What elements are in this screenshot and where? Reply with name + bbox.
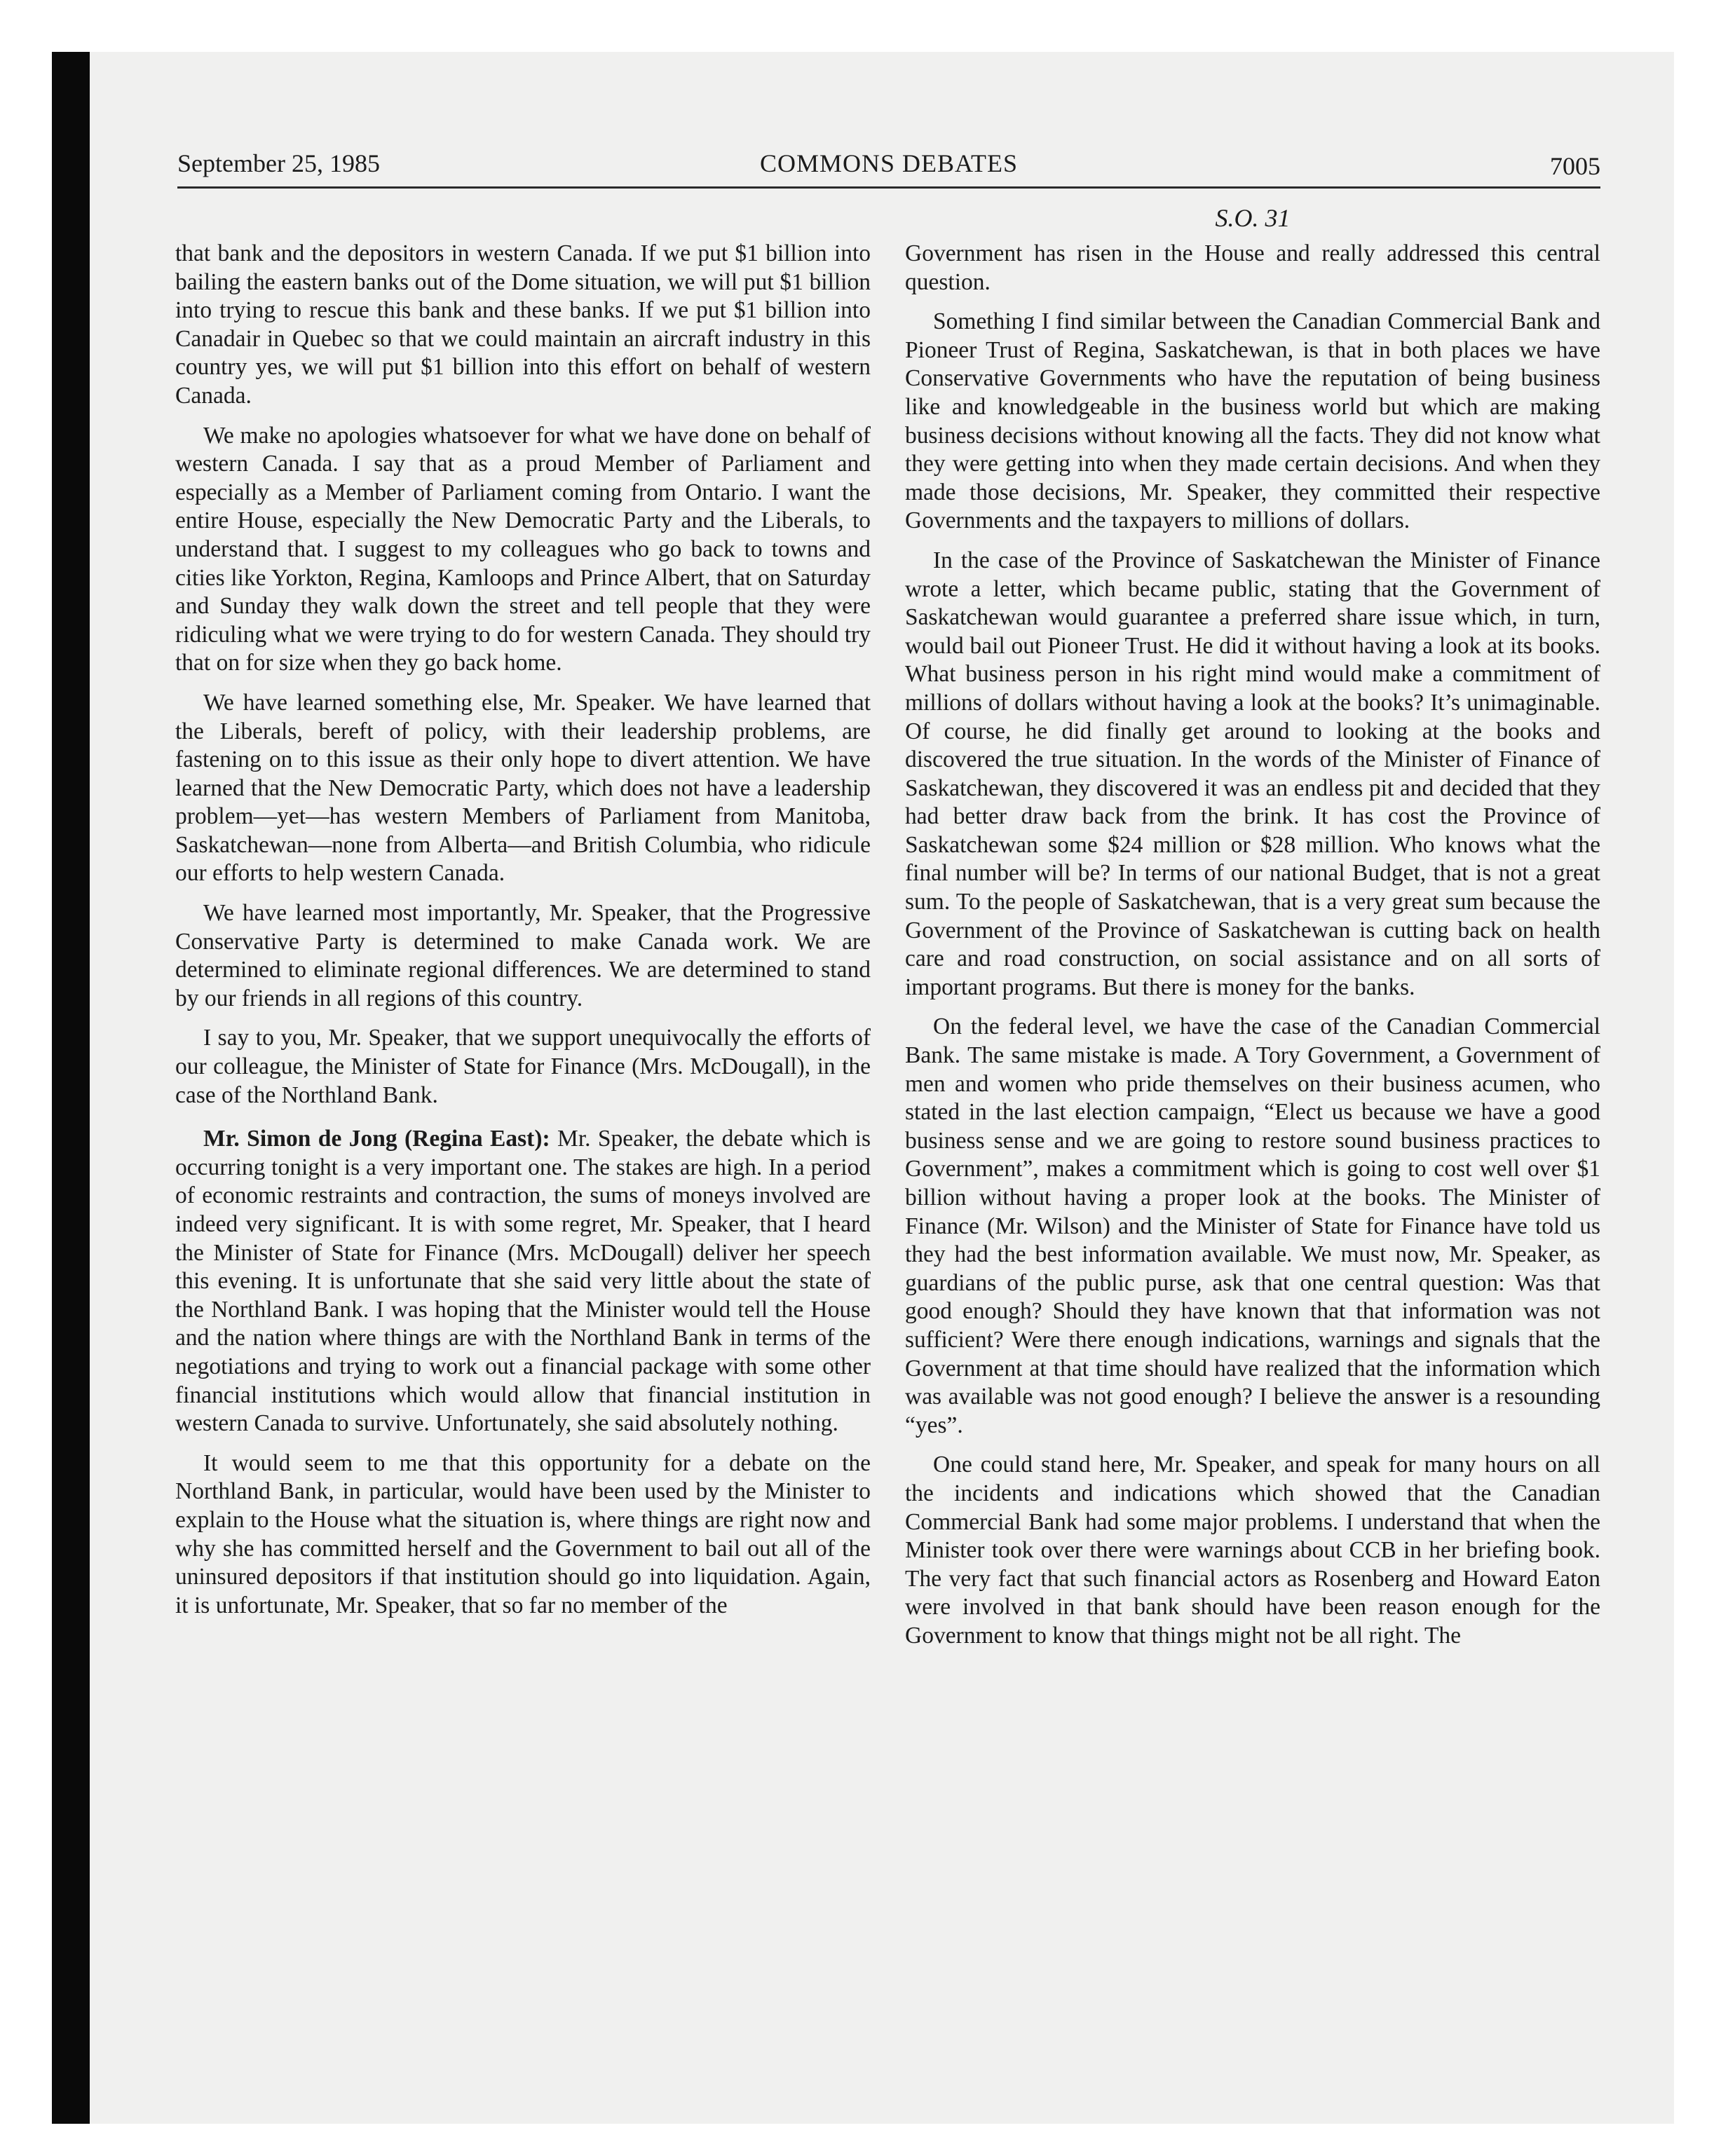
paragraph [905,1451,1600,1650]
right-column [905,240,1600,1908]
paragraph-text: We have learned something else, Mr. Speaker. We have learned that the Liberals, bereft of policy, with their leadership problems, are fastening on to this issue as their only hope to divert attention. We have learned that the New Democratic Party, which does not have a leadership problem—yet—has western Members of Parliament from Manitoba, Saskatchewan—none from Alberta—and British Columbia, who ridicule our efforts to help western Canada. [175,689,871,887]
paragraph [175,1024,871,1110]
header-title: COMMONS DEBATES [759,149,1019,177]
page-header [177,146,1600,189]
paragraph [175,1449,871,1621]
speaker-name: Mr. Simon de Jong (Regina East): [203,1126,550,1152]
paragraph-text: that bank and the depositors in western Canada. If we put $1 billion into bailing the eastern banks out of the Dome situation, we will put $1 billion into trying to rescue this bank and these banks. If we put $1 billion into Canadair in Quebec so that we could maintain an aircraft industry in this country yes, we will put $1 billion into this effort on behalf of western Canada. [175,240,871,409]
paragraph-text: On the federal level, we have the case of the Canadian Commercial Bank. The same mistake is made. A Tory Government, a Government of men and women who pride themselves on their business acumen, who stated in the last election campaign, “Elect us because we have a good business sense and we are going to restore sound business practices to Government”, makes a commitment which is going to cost well over $1 billion without having a proper look at the books. The Minister of Finance (Mr. Wilson) and the Minister of State for Finance have told us they had the best information available. We must now, Mr. Speaker, as guardians of the public purse, ask that one central question: Was that good enough? Should they have known that that information was not sufficient? Were there enough indications, warnings and signals that the Government at that time should have realized that the information which was available was not good enough? I believe the answer is a resounding “yes”. [905,1014,1600,1438]
header-date: September 25, 1985 [177,149,380,177]
page-number: 7005 [1550,152,1600,180]
paragraph-text: One could stand here, Mr. Speaker, and speak for many hours on all the incidents and indications which showed that the Canadian Commercial Bank had some major problems. I understand that when the Minister took over there were warnings about CCB in her briefing book. The very fact that such financial actors as Rosenberg and Howard Eaton were involved in that bank should have been reason enough for the Government to know that things might not be all right. The [905,1452,1600,1649]
paragraph-text: We have learned most importantly, Mr. Speaker, that the Progressive Conservative Party is determined to make Canada work. We are determined to eliminate regional differences. We are determined to stand by our friends in all regions of this country. [175,900,871,1011]
paragraph-text: I say to you, Mr. Speaker, that we support unequivocally the efforts of our colleague, the Minister of State for Finance (Mrs. McDougall), in the case of the Northland Bank. [175,1025,871,1108]
paragraph-text: Mr. Speaker, the debate which is occurring tonight is a very important one. The stakes are high. In a period of economic restraints and contraction, the sums of moneys involved are indeed very significant. It is with some regret, Mr. Speaker, that I heard the Minister of State for Finance (Mrs. McDougall) deliver her speech this evening. It is unfortunate that she said very little about the state of the Northland Bank. I was hoping that the Minister would tell the House and the nation where things are with the Northland Bank in terms of the negotiations and trying to work out a financial package with some other financial institutions which would allow that financial institution in western Canada to survive. Unfortunately, she said absolutely nothing. [175,1126,871,1437]
section-label: S.O. 31 [1215,204,1291,232]
binding-edge [52,52,90,2124]
left-column [175,240,871,1908]
paragraph [175,899,871,1013]
paragraph-text: Something I find similar between the Canadian Commercial Bank and Pioneer Trust of Regina, Saskatchewan, is that in both places we have Conservative Governments who have the reputation of being business like and knowledgeable in the business world but which are making business decisions without knowing all the facts. They did not know what they were getting into when they made certain decisions. And when they made those decisions, Mr. Speaker, they committed their respective Governments and the taxpayers to millions of dollars. [905,308,1600,534]
paragraph-text: We make no apologies whatsoever for what we have done on behalf of western Canada. I say that as a proud Member of Parliament and especially as a Member of Parliament coming from Ontario. I want the entire House, especially the New Democratic Party and the Liberals, to understand that. I suggest to my colleagues who go back to towns and cities like Yorkton, Regina, Kamloops and Prince Albert, that on Saturday and Sunday they walk down the street and tell people that they were ridiculing what we were trying to do for western Canada. They should try that on for size when they go back home. [175,422,871,676]
paragraph-text: It would seem to me that this opportunity for a debate on the Northland Bank, in particular, would have been used by the Minister to explain to the House what the situation is, where things are right now and why she has committed herself and the Government to bail out all of the uninsured depositors if that institution should go into liquidation. Again, it is unfortunate, Mr. Speaker, that so far no member of the [175,1449,871,1618]
paragraph [175,240,871,411]
paragraph-text: Government has risen in the House and really addressed this central question. [905,240,1600,295]
paragraph [175,422,871,678]
speaker-paragraph [175,1125,871,1438]
paragraph [175,689,871,888]
paragraph-text: In the case of the Province of Saskatchewan the Minister of Finance wrote a letter, which became public, stating that the Government of Saskatchewan would guarantee a preferred share issue which, in turn, would bail out Pioneer Trust. He did it without having a look at its books. What business person in his right mind would make a commitment of millions of dollars without having a look at the books? It’s unimaginable. Of course, he did finally get around to looking at the books and discovered the true situation. In the words of the Minister of Finance of Saskatchewan, they discovered it was an endless pit and decided that they had better draw back from the brink. It has cost the Province of Saskatchewan some $24 million or $28 million. Who knows what the final number will be? In terms of our national Budget, that is not a great sum. To the people of Saskatchewan, that is a very great sum because the Government of the Province of Saskatchewan is cutting back on health care and road construction, on social assistance and on all sorts of important programs. But there is money for the banks. [905,547,1600,1000]
paragraph [905,547,1600,1002]
paragraph [905,308,1600,535]
paragraph [905,240,1600,296]
paragraph [905,1013,1600,1440]
